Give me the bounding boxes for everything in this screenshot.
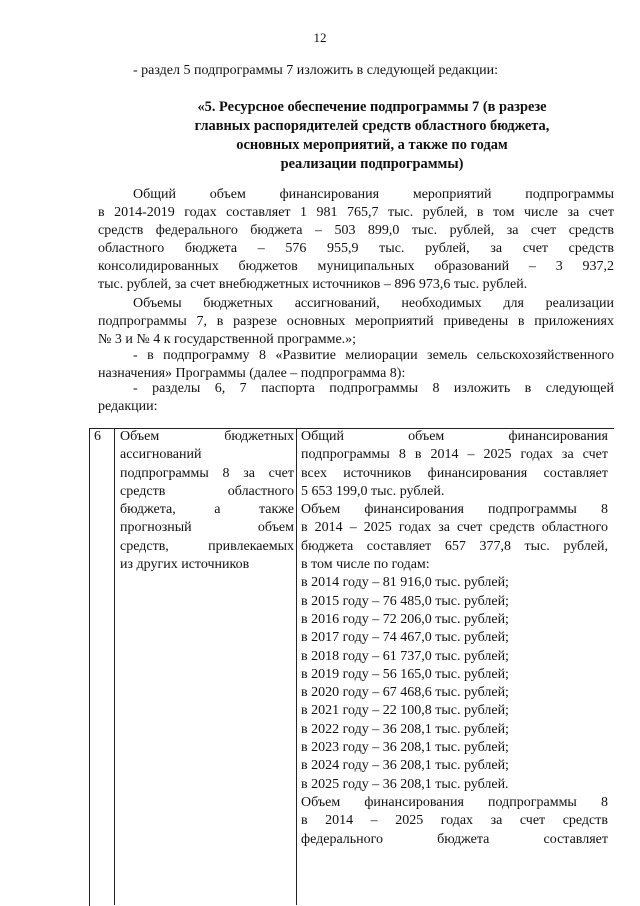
table-row-label bbox=[120, 428, 294, 574]
paragraph-line: Объемы бюджетных ассигнований, необходимых для реализации bbox=[133, 296, 614, 311]
label-line: средств областного bbox=[120, 483, 294, 499]
paragraph-line: назначения» Программы (далее – подпрограмма 8): bbox=[98, 366, 406, 381]
passport-sections-paragraph bbox=[98, 380, 614, 416]
appropriations-paragraph bbox=[98, 295, 614, 349]
value-line: в том числе по годам: bbox=[301, 557, 430, 573]
year-amount-line: в 2020 году – 67 468,6 тыс. рублей; bbox=[301, 685, 509, 701]
year-amount-line: в 2025 году – 36 208,1 тыс. рублей. bbox=[301, 776, 509, 792]
value-line: 5 653 199,0 тыс. рублей. bbox=[301, 483, 445, 499]
year-amount-line: в 2014 году – 81 916,0 тыс. рублей; bbox=[301, 575, 509, 591]
year-amount-line: в 2019 году – 56 165,0 тыс. рублей; bbox=[301, 666, 509, 682]
value-line: Объем финансирования подпрограммы 8 bbox=[301, 502, 608, 518]
paragraph-line: областного бюджета – 576 955,9 тыс. рублей, за счет средств bbox=[98, 241, 614, 256]
paragraph-line: подпрограммы 7, в разрезе основных мероприятий приведены в приложениях bbox=[98, 314, 614, 329]
intro-line bbox=[133, 62, 498, 80]
paragraph-line: - разделы 6, 7 паспорта подпрограммы 8 изложить в следующей bbox=[133, 381, 614, 396]
label-line: прогнозный объем bbox=[120, 520, 294, 536]
paragraph-line: - в подпрограмму 8 «Развитие мелиорации земель сельскохозяйственного bbox=[133, 348, 614, 363]
value-line: федерального бюджета составляет bbox=[301, 831, 608, 847]
year-amount-line: в 2015 году – 76 485,0 тыс. рублей; bbox=[301, 593, 509, 609]
paragraph-line: средств федерального бюджета – 503 899,0 тыс. рублей, за счет средств bbox=[98, 223, 614, 238]
table-column-divider bbox=[296, 428, 297, 905]
subprogram-8-paragraph bbox=[98, 347, 614, 383]
paragraph-line: тыс. рублей, за счет внебюджетных источников – 896 973,6 тыс. рублей. bbox=[98, 277, 528, 292]
table-row-number: 6 bbox=[94, 429, 101, 444]
page-number: 12 bbox=[313, 30, 327, 45]
paragraph-line: Общий объем финансирования мероприятий подпрограммы bbox=[133, 187, 614, 202]
funding-summary-paragraph bbox=[98, 186, 614, 294]
year-amount-line: в 2016 году – 72 206,0 тыс. рублей; bbox=[301, 611, 509, 627]
heading-line: основных мероприятий, а также по годам bbox=[236, 137, 508, 153]
table-row-value bbox=[301, 428, 608, 849]
year-amount-line: в 2021 году – 22 100,8 тыс. рублей; bbox=[301, 703, 509, 719]
heading-line: «5. Ресурсное обеспечение подпрограммы 7 (в разрезе bbox=[197, 99, 547, 115]
table-column-divider bbox=[114, 428, 115, 905]
value-line: Объем финансирования подпрограммы 8 bbox=[301, 794, 608, 810]
section-heading bbox=[168, 98, 576, 174]
heading-line: реализации подпрограммы) bbox=[280, 156, 464, 172]
label-line: бюджета, а также bbox=[120, 502, 294, 518]
heading-line: главных распорядителей средств областного бюджета, bbox=[194, 118, 550, 134]
value-line: Общий объем финансирования bbox=[301, 429, 608, 444]
value-line: в 2014 – 2025 годах за счет средств областного bbox=[301, 520, 608, 536]
label-line: средств, привлекаемых bbox=[120, 538, 294, 554]
label-line: подпрограммы 8 за счет bbox=[120, 465, 294, 481]
value-line: бюджета составляет 657 377,8 тыс. рублей, bbox=[301, 538, 608, 554]
year-amount-line: в 2024 году – 36 208,1 тыс. рублей; bbox=[301, 758, 509, 774]
paragraph-line: редакции: bbox=[98, 399, 158, 414]
label-line: из других источников bbox=[120, 557, 250, 573]
label-line: ассигнований bbox=[120, 447, 202, 463]
year-amount-line: в 2018 году – 61 737,0 тыс. рублей; bbox=[301, 648, 509, 664]
paragraph-line: в 2014-2019 годах составляет 1 981 765,7 тыс. рублей, в том числе за счет bbox=[98, 205, 614, 220]
value-line: подпрограммы 8 в 2014 – 2025 годах за счет bbox=[301, 447, 608, 463]
label-line: Объем бюджетных bbox=[120, 429, 294, 444]
intro-line-text: - раздел 5 подпрограммы 7 изложить в следующей редакции: bbox=[133, 63, 499, 78]
value-line: всех источников финансирования составляет bbox=[301, 465, 608, 481]
paragraph-line: № 3 и № 4 к государственной программе.»; bbox=[98, 332, 357, 347]
year-amount-line: в 2017 году – 74 467,0 тыс. рублей; bbox=[301, 630, 509, 646]
paragraph-line: консолидированных бюджетов муниципальных образований – 3 937,2 bbox=[98, 259, 614, 274]
value-line: в 2014 – 2025 годах за счет средств bbox=[301, 813, 608, 829]
year-amount-line: в 2022 году – 36 208,1 тыс. рублей; bbox=[301, 721, 509, 737]
year-amount-line: в 2023 году – 36 208,1 тыс. рублей; bbox=[301, 740, 509, 756]
